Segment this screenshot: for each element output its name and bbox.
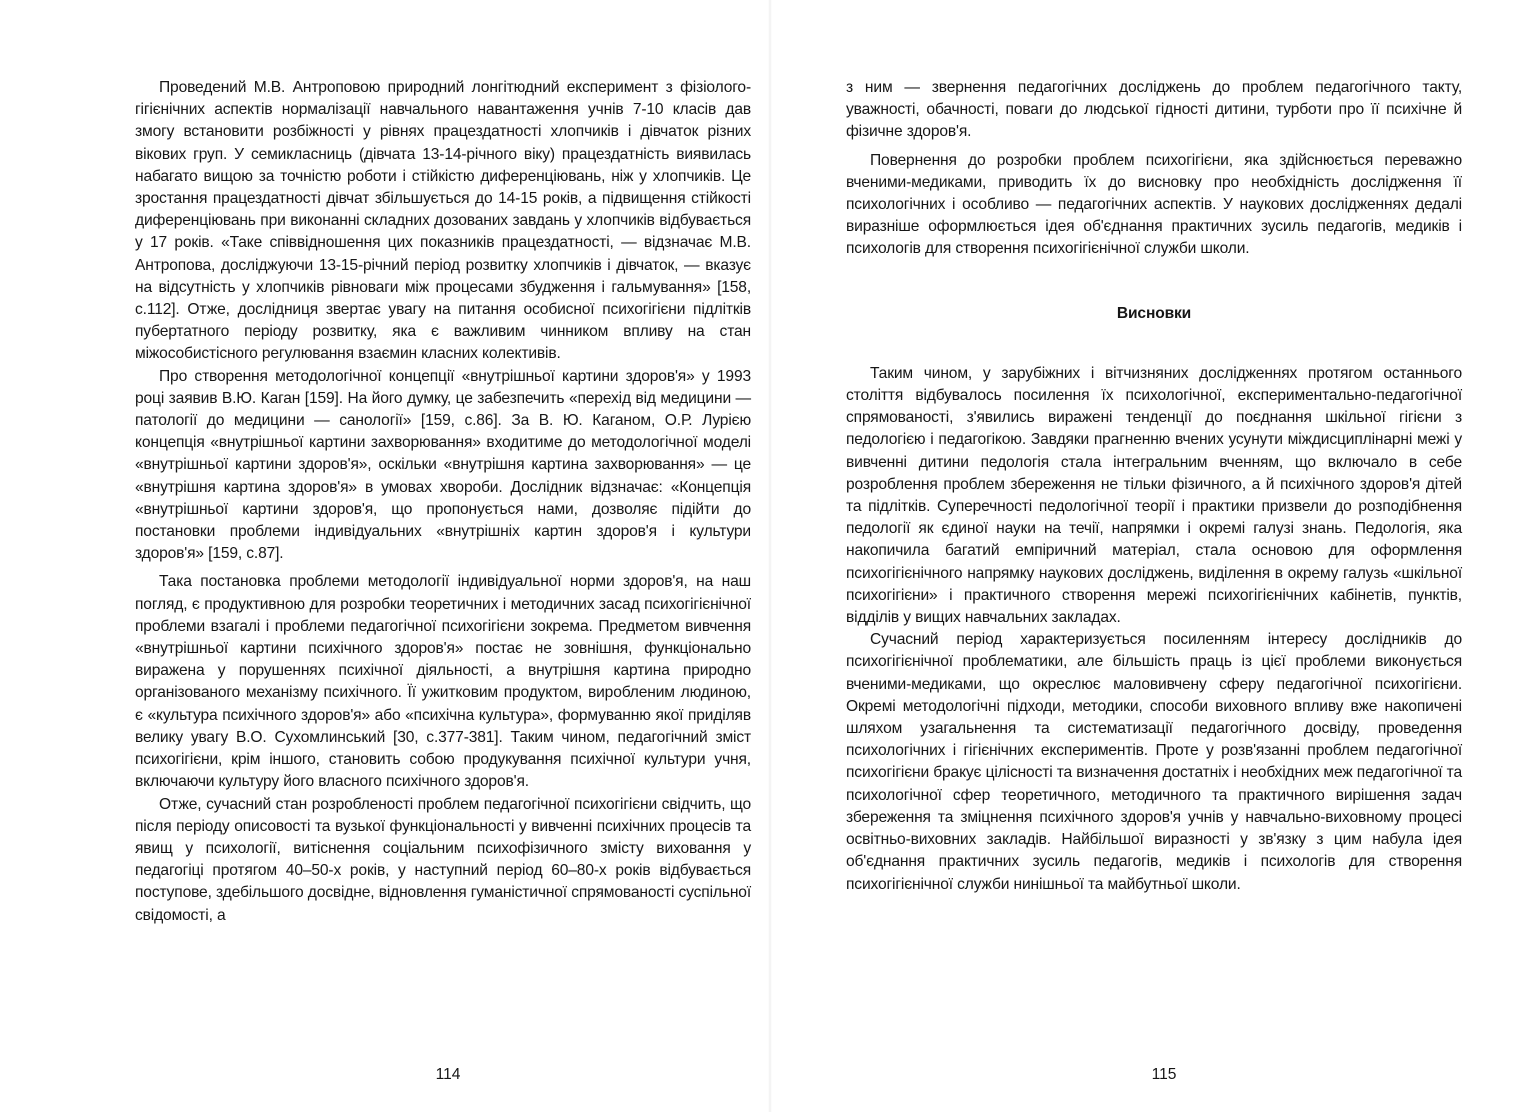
right-page-text [846, 77, 1462, 896]
section-heading: Висновки [1116, 304, 1192, 322]
left-page-text [135, 77, 751, 927]
page-number-right: 115 [1151, 1066, 1177, 1083]
paragraph: Таким чином, у зарубіжних і вітчизняних дослідженнях протягом останнього століття відбувалось посилення їх психологічної, експериментально-педагогічної спрямованості, з'явились виражені тенденції до поєднання шкільної гігієни з педологією і педагогікою. Завдяки прагненню вчених усунути міждисциплінарні межі у вивченні дитини педологія стала інтегральним вченням, що включало в себе розроблення проблем збереження не тільки фізичного, а й психічного здоров'я дітей та підлітків. Суперечності педологічної теорії і практики призвели до розподібнення педології як єдиної науки на течії, напрямки і окремі галузі знань. Педологія, яка накопичила багатий емпіричний матеріал, стала основою для оформлення психогігієнічного напрямку наукових досліджень, виділення в окрему галузь «шкільної психогігієни» і практичного створення мережі психогігієнічних кабінетів, пунктів, відділів у вищих навчальних закладах. [846, 364, 1462, 627]
paragraph: Отже, сучасний стан розробленості проблем педагогічної психогігієни свідчить, що після періоду описовості та вузької функціональності у вивченні психічних процесів та явищ у психології, витіснення соціальним психофізичного змісту виховання у педагогіці протягом 40–50-х років, у наступний період 60–80-х років відбувається поступове, здебільшого досвідне, відновлення гуманістичної спрямованості суспільної свідомості, а [135, 795, 751, 924]
paragraph: Про створення методологічної концепції «внутрішньої картини здоров'я» у 1993 році заявив В.Ю. Каган [159]. На його думку, це забезпечить «перехід від медицини — патології до медицини — санології» [159, с.86]. За В. Ю. Каганом, О.Р. Лурією концепція «внутрішньої картини захворювання» входитиме до методологічної моделі «внутрішньої картини здоров'я», оскільки «внутрішня картина захворювання» — це «внутрішня картина здоров'я» в умовах хвороби. Дослідник відзначає: «Концепція «внутрішньої картини здоров'я, що пропонується нами, дозволяє підійти до постановки проблеми індивідуальних «внутрішніх картин здоров'я і культури здоров'я» [159, с.87]. [135, 367, 751, 563]
paragraph: Сучасний період характеризується посиленням інтересу дослідників до психогігієнічної проблематики, але більшість праць із цієї проблеми виконується вченими-медиками, що окреслює маловивчену сферу педагогічної психогігієни. Окремі методологічні підходи, методики, способи виховного впливу вже накопичені шляхом узагальнення та систематизації педагогічного досвіду, проведення психологічних і гігієнічних експериментів. Проте у розв'язанні проблем педагогічної психогігієни бракує цілісності та визначення достатніх і необхідних меж педагогічної та психологічної сфер теоретичного, методичного та практичного вирішення задач збереження та зміцнення психічного здоров'я учнів у навчально-виховному процесі освітньо-виховних закладів. Найбільшої виразності у зв'язку з цим набула ідея об'єднання практичних зусиль педагогів, медиків і психологів для створення психогігієнічної служби нинішньої та майбутньої школи. [846, 631, 1462, 893]
page-number-left: 114 [435, 1066, 461, 1083]
paragraph: Така постановка проблеми методології індивідуальної норми здоров'я, на наш погляд, є продуктивною для розробки теоретичних і методичних засад психогігієнічної проблеми взагалі і проблеми педагогічної психогігієни зокрема. Предметом вивчення «внутрішньої картини психічного здоров'я» постає не зовнішня, функціонально виражена у порушеннях психічної діяльності, а внутрішня картина природно організованого механізму психічного. Її ужитковим продуктом, виробленим людиною, є «культура психічного здоров'я» або «психічна культура», формуванню якої приділяв велику увагу В.О. Сухомлинський [30, с.377-381]. Таким чином, педагогічний зміст психогігієни, крім іншого, становить собою продукування психічної культури учня, включаючи культуру його власного психічного здоров'я. [135, 573, 751, 791]
paragraph: Проведений М.В. Антроповою природний лонгітюдний експеримент з фізіолого-гігієнічних аспектів нормалізації навчального навантаження учнів 7-10 класів дав змогу встановити розбіжності у рівнях працездатності хлопчиків і дівчаток різних вікових груп. У семикласниць (дівчата 13-14-річного віку) працездатність виявилась набагато вищою за точністю роботи і стійкістю диференціювань, ніж у хлопчиків. Це зростання працездатності дівчат збільшується до 14-15 років, а підвищення стійкості диференціювань при виконанні складних дозованих завдань у хлопчиків відбувається у 17 років. «Таке співвідношення цих показників працездатності, — відзначає М.В. Антропова, досліджуючи 13-15-річний період розвитку хлопчиків і дівчаток, — вказує на відсутність у хлопчиків рівноваги між процесами збудження і гальмування» [158, с.112]. Отже, дослідниця звертає увагу на питання особисної психогігієни підлітків пубертатного періоду розвитку, яка є важливим чинником впливу на стан міжособистісного регулювання взаємин класних колективів. [135, 79, 751, 363]
paragraph: з ним — звернення педагогічних досліджень до проблем педагогічного такту, уважності, обачності, поваги до людської гідності дитини, турботи про її психічне й фізичне здоров'я. [846, 79, 1462, 141]
paragraph: Повернення до розробки проблем психогігієни, яка здійснюється переважно вченими-медиками, приводить їх до висновку про необхідність дослідження її психологічних і особливо — педагогічних аспектів. У наукових дослідженнях дедалі виразніше оформлюється ідея об'єднання практичних зусиль педагогів, медиків і психологів для створення психогігієнічної служби школи. [846, 151, 1462, 258]
right-page [770, 0, 1540, 1112]
